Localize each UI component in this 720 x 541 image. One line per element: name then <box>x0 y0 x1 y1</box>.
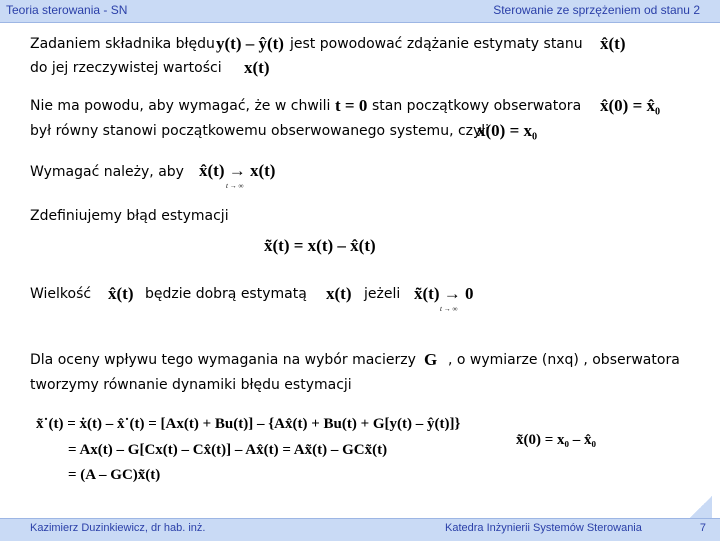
equation-line-2: = Ax(t) – G[Cx(t) – Cx̂(t)] – Ax̂(t) = Ax̃(t) – GCx̃(t) <box>68 442 388 458</box>
header-course-title: Teoria sterowania - SN <box>6 3 128 17</box>
paragraph-3-math-limit: x̂(t) → x(t) <box>199 161 276 180</box>
footer-department: Katedra Inżynierii Systemów Sterowania <box>445 522 642 534</box>
page-curl-decoration <box>688 496 712 520</box>
page-number: 7 <box>699 522 706 534</box>
equation-line-3: = (A – GC)x̃(t) <box>68 467 161 483</box>
paragraph-5-math-estimate: x̂(t) <box>108 284 134 303</box>
paragraph-5-math-state: x(t) <box>326 284 352 303</box>
paragraph-5-limit-subscript: t → ∞ <box>440 305 458 313</box>
footer-author: Kazimierz Duzinkiewicz, dr hab. inż. <box>30 522 206 534</box>
paragraph-3-limit-subscript: t → ∞ <box>226 182 244 190</box>
paragraph-1-text-a: Zadaniem składnika błędu <box>30 36 215 52</box>
equation-line-1: x̃˙(t) = ẋ(t) – x̂˙(t) = [Ax(t) + Bu(t)] – {Ax̂(t) + Bu(t) + G[y(t) – ŷ(t)]} <box>36 416 461 432</box>
paragraph-2-text-a: Nie ma powodu, aby wymagać, że w chwili <box>30 98 331 114</box>
paragraph-2-math-system-initial: x(0) = x₀ <box>477 121 538 140</box>
paragraph-1-math-error: y(t) – ŷ(t) <box>216 34 284 53</box>
paragraph-2-math-observer-initial: x̂(0) = x̂₀ <box>600 96 661 115</box>
paragraph-3-text: Wymagać należy, aby <box>30 164 184 180</box>
paragraph-6-text-c: tworzymy równanie dynamiki błędu estymacji <box>30 377 352 393</box>
paragraph-5-text-b: będzie dobrą estymatą <box>145 286 307 302</box>
paragraph-2-math-time: t = 0 <box>335 96 368 115</box>
paragraph-1-math-estimate: x̂(t) <box>600 34 626 53</box>
paragraph-1-math-state: x(t) <box>244 58 270 77</box>
paragraph-6-text-a: Dla oceny wpływu tego wymagania na wybór macierzy <box>30 352 416 368</box>
paragraph-1-text-b: jest powodować zdążanie estymaty stanu <box>290 36 583 52</box>
equation-initial-error: x̃(0) = x₀ – x̂₀ <box>516 432 597 448</box>
paragraph-2-text-c: był równy stanowi początkowemu obserwowanego systemu, czyli <box>30 123 490 139</box>
paragraph-1-text-c: do jej rzeczywistej wartości <box>30 60 222 76</box>
paragraph-4-math-error-def: x̃(t) = x(t) – x̂(t) <box>264 236 376 255</box>
header-section-title: Sterowanie ze sprzężeniem od stanu 2 <box>493 3 700 17</box>
paragraph-5-text-c: jeżeli <box>364 286 401 302</box>
paragraph-6-text-b: , o wymiarze (nxq) , obserwatora <box>448 352 680 368</box>
paragraph-5-text-a: Wielkość <box>30 286 92 302</box>
paragraph-6-math-matrix-g: G <box>424 350 438 369</box>
paragraph-4-text: Zdefiniujemy błąd estymacji <box>30 208 229 224</box>
paragraph-5-math-error-limit: x̃(t) → 0 <box>414 284 474 303</box>
paragraph-2-text-b: stan początkowy obserwatora <box>372 98 582 114</box>
